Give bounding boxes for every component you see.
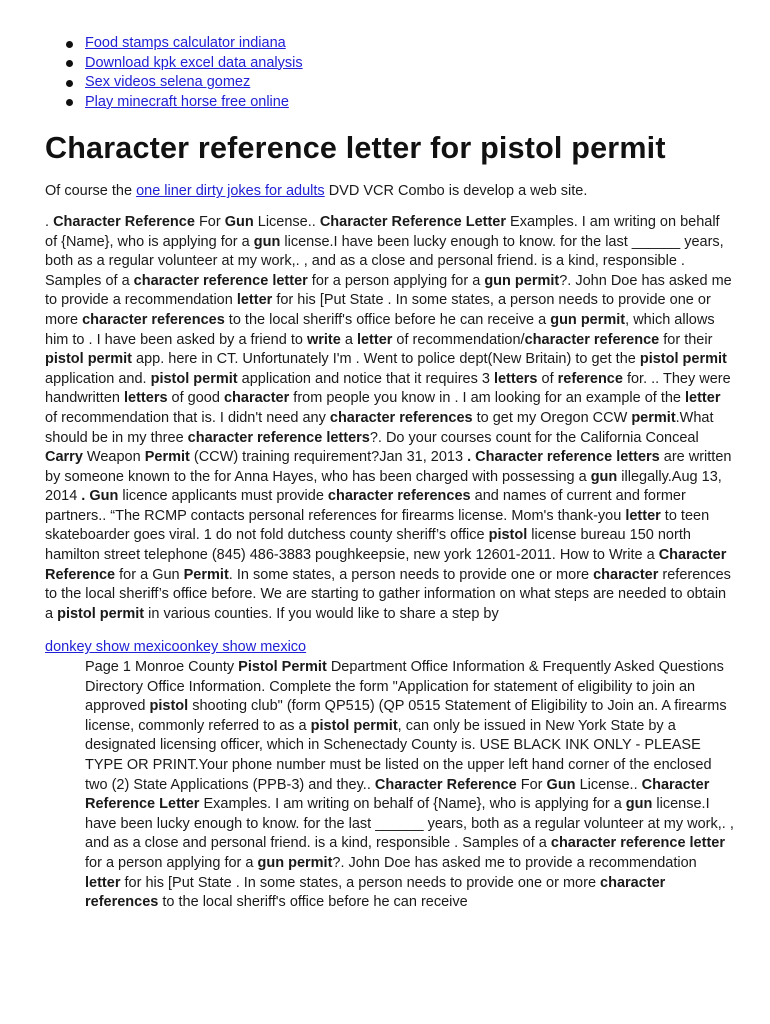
document-page bbox=[45, 0, 735, 913]
body-bold-text: letters bbox=[124, 390, 168, 407]
bullet-icon bbox=[66, 99, 73, 106]
body-bold-text: pistol permit bbox=[57, 605, 145, 622]
indented-bold-text: character reference letter bbox=[550, 835, 725, 852]
indented-bold-text: Character Reference Letter bbox=[85, 776, 710, 813]
indented-text: License.. bbox=[575, 776, 642, 793]
intro-link[interactable]: one liner dirty jokes for adults bbox=[136, 183, 325, 200]
indented-bold-text: gun bbox=[625, 796, 653, 813]
body-text: Examples. I am writing on behalf of {Name}, who is applying for a bbox=[45, 213, 720, 250]
body-text: and names of current and former partners.. “The RCMP contacts personal references for firearms license. Mom's thank-you bbox=[45, 488, 686, 524]
body-bold-text: gun permit bbox=[550, 311, 626, 328]
body-bold-text: pistol permit bbox=[45, 351, 133, 368]
body-bold-text: Character Reference bbox=[53, 213, 195, 230]
body-bold-text: Character Reference bbox=[45, 547, 727, 583]
body-text: for their bbox=[659, 331, 713, 348]
indented-text: license.I have been lucky enough to know. for the last ______ years, both as a regular volunteer at my work,. , and as a close and personal friend. is a kind, responsible . Samples of a bbox=[85, 796, 734, 852]
indented-bold-text: Character Reference bbox=[374, 776, 517, 793]
top-link-food-stamps[interactable]: Food stamps calculator indiana bbox=[85, 35, 286, 51]
indented-bold-text: character references bbox=[85, 874, 666, 911]
indented-bold-text: Gun bbox=[546, 776, 576, 793]
body-text: to teen skateboarder goes viral. 1 do not fold dutchess county sheriff’s office bbox=[45, 507, 710, 544]
body-bold-text: letter bbox=[685, 390, 721, 407]
body-bold-text: pistol permit bbox=[150, 370, 238, 387]
body-text: (CCW) training requirement?Jan 31, 2013 bbox=[189, 449, 468, 466]
secondary-link[interactable]: donkey show mexicoonkey show mexico bbox=[45, 639, 307, 656]
page-title: Character reference letter for pistol permit bbox=[45, 131, 666, 166]
body-text: illegally.Aug 13, 2014 bbox=[45, 468, 722, 505]
list-item bbox=[85, 73, 735, 93]
intro-paragraph bbox=[45, 182, 735, 202]
indented-text: shooting club" (form QP515) (QP 0515 Statement of Eligibility to Join an. A firearms license, commonly referred to as a bbox=[85, 698, 727, 734]
body-text: License.. bbox=[253, 213, 320, 230]
body-text: license.I have been lucky enough to know. for the last ______ years, both as a regular volunteer at my work,. , and as a close and personal friend. is a kind, responsible . Samples of a bbox=[45, 233, 724, 289]
list-item bbox=[85, 34, 735, 54]
list-item bbox=[85, 93, 735, 113]
body-bold-text: gun bbox=[253, 233, 281, 250]
body-text: ?. John Doe has asked me to provide a recommendation bbox=[45, 272, 732, 309]
secondary-link-row bbox=[45, 638, 735, 658]
body-bold-text: Carry bbox=[45, 449, 83, 466]
bullet-icon bbox=[66, 41, 73, 48]
body-text: of good bbox=[167, 390, 224, 407]
body-text: to the local sheriff's office before he can receive a bbox=[224, 311, 551, 328]
body-bold-text: Character Reference Letter bbox=[319, 213, 506, 230]
body-text: for his [Put State . In some states, a person needs to provide one or more bbox=[45, 292, 711, 328]
indented-text: For bbox=[516, 776, 547, 793]
body-text: are written by someone known to the for Anna Hayes, who has been charged with possessing a bbox=[45, 449, 732, 485]
body-bold-text: Permit bbox=[144, 449, 190, 466]
indented-bold-text: pistol bbox=[149, 698, 189, 715]
body-text: of recommendation/ bbox=[392, 331, 525, 348]
body-bold-text: character references bbox=[327, 488, 471, 505]
body-bold-text: letters bbox=[493, 370, 538, 387]
body-bold-text: write bbox=[306, 331, 341, 348]
indented-text: to the local sheriff's office before he can receive bbox=[158, 894, 468, 911]
body-text: references to the local sheriff’s office before. We are starting to gather information on what steps are needed to obtain a bbox=[45, 566, 731, 622]
list-item bbox=[85, 54, 735, 74]
body-bold-text: . Character reference letters bbox=[467, 449, 660, 466]
body-text: for a person applying for a bbox=[307, 272, 485, 289]
body-text: . bbox=[45, 213, 54, 230]
body-text: of recommendation that is. I didn't need any bbox=[45, 409, 330, 426]
body-text: of bbox=[537, 370, 558, 387]
body-text: in various counties. If you would like to share a step by bbox=[144, 605, 499, 622]
top-link-list bbox=[45, 34, 735, 112]
body-bold-text: gun bbox=[590, 468, 618, 485]
body-bold-text: Gun bbox=[224, 213, 254, 230]
indented-text: for a person applying for a bbox=[85, 854, 258, 871]
body-text: a bbox=[340, 331, 357, 348]
body-bold-text: character references bbox=[82, 311, 225, 328]
body-text: app. here in CT. Unfortunately I'm . Went to police dept(New Britain) to get the bbox=[132, 351, 640, 368]
body-text: , which allows him to . I have been asked by a friend to bbox=[45, 311, 715, 348]
body-bold-text: pistol permit bbox=[639, 351, 727, 368]
indented-bold-text: Pistol Permit bbox=[238, 659, 327, 676]
indented-text: Department Office Information & Frequently Asked Questions Directory Office Information. Complete the form "Application for statement of eligibility to join an approved bbox=[85, 659, 724, 715]
body-text: . In some states, a person needs to provide one or more bbox=[228, 566, 594, 583]
body-bold-text: reference bbox=[557, 370, 623, 387]
body-text: Weapon bbox=[82, 449, 145, 466]
bullet-icon bbox=[66, 60, 73, 67]
body-text: from people you know in . I am looking for an example of the bbox=[289, 390, 686, 407]
body-bold-text: permit bbox=[631, 409, 676, 426]
body-bold-text: gun permit bbox=[484, 272, 560, 289]
indented-text: ?. John Doe has asked me to provide a recommendation bbox=[332, 854, 697, 871]
body-text: to get my Oregon CCW bbox=[472, 409, 632, 426]
indented-text: Page 1 Monroe County bbox=[85, 659, 239, 676]
indented-text: , can only be issued in New York State by a designated licensing officer, which in Schenectady County is. USE BLACK INK ONLY - PLEASE TYPE OR PRINT.Your phone number must be listed on the upper left hand corner of the enclosed two (2) State Applications (PPB-3) and they.. bbox=[85, 717, 712, 793]
body-bold-text: character reference letter bbox=[133, 272, 308, 289]
body-bold-text: letter bbox=[356, 331, 393, 348]
body-bold-text: character references bbox=[329, 409, 473, 426]
intro-text-before: Of course the bbox=[45, 183, 137, 200]
body-bold-text: pistol bbox=[488, 527, 528, 544]
body-text: for a Gun bbox=[115, 566, 184, 583]
indented-bold-text: gun permit bbox=[257, 854, 333, 871]
body-text: .What should be in my three bbox=[45, 409, 714, 446]
body-bold-text: character reference letters bbox=[187, 429, 370, 446]
body-text: ?. Do your courses count for the California Conceal bbox=[369, 429, 699, 446]
indented-text: Examples. I am writing on behalf of {Name}, who is applying for a bbox=[199, 796, 626, 813]
body-text: For bbox=[194, 213, 225, 230]
body-bold-text: character bbox=[223, 390, 290, 407]
body-text: application and. bbox=[45, 370, 151, 387]
body-bold-text: . Gun bbox=[81, 488, 119, 505]
body-bold-text: letter bbox=[236, 292, 273, 309]
indented-paragraph bbox=[85, 658, 735, 913]
body-text: for. .. They were handwritten bbox=[45, 370, 731, 407]
body-bold-text: character bbox=[593, 566, 659, 583]
body-text: licence applicants must provide bbox=[118, 488, 328, 505]
body-bold-text: character reference bbox=[524, 331, 660, 348]
body-bold-text: Permit bbox=[183, 566, 229, 583]
body-text: license bureau 150 north hamilton street telephone (845) 486-3883 poughkeepsie, new york 12601-2011. How to Write a bbox=[45, 527, 691, 564]
indented-bold-text: pistol permit bbox=[310, 717, 398, 734]
top-link-minecraft[interactable]: Play minecraft horse free online bbox=[85, 93, 289, 110]
indented-text: for his [Put State . In some states, a person needs to provide one or more bbox=[120, 874, 601, 891]
intro-text-after: DVD VCR Combo is develop a web site. bbox=[324, 183, 588, 200]
top-link-selena[interactable]: Sex videos selena gomez bbox=[85, 74, 251, 91]
body-text: application and notice that it requires 3 bbox=[237, 370, 494, 387]
body-bold-text: letter bbox=[625, 507, 661, 524]
indented-bold-text: letter bbox=[85, 874, 121, 891]
body-paragraph bbox=[45, 213, 735, 624]
top-link-kpk-excel[interactable]: Download kpk excel data analysis bbox=[85, 54, 303, 71]
bullet-icon bbox=[66, 80, 73, 87]
